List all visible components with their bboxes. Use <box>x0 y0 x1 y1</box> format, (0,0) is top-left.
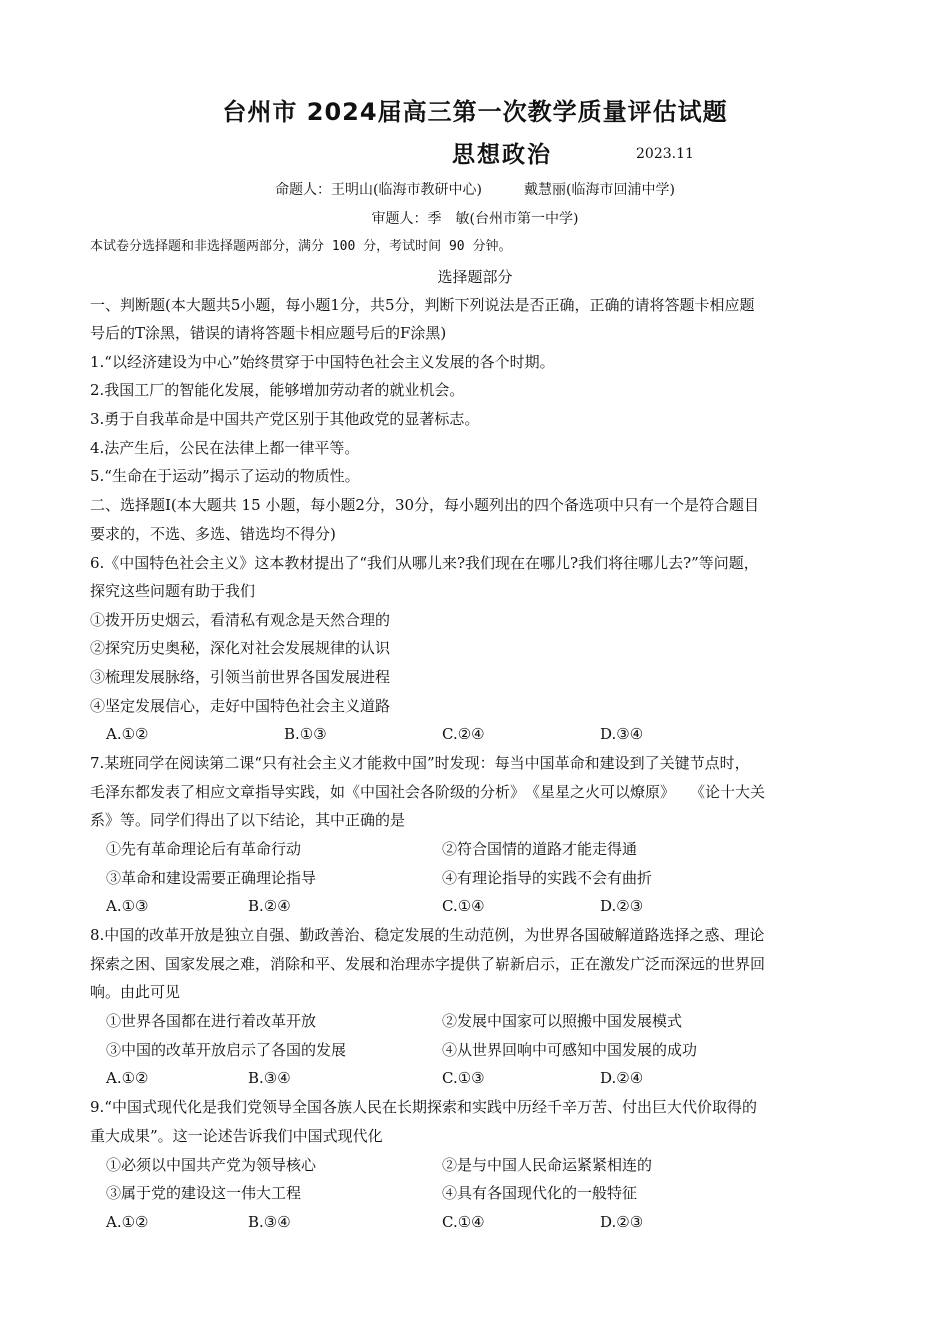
q6-statement-1: ①拨开历史烟云，看清私有观念是天然合理的 <box>90 611 391 629</box>
q7-choice-d: D.②③ <box>600 897 644 915</box>
q8-statement-2: ②发展中国家可以照搬中国发展模式 <box>442 1012 683 1030</box>
q7-stem-line2: 毛泽东都发表了相应文章指导实践，如《中国社会各阶级的分析》 《星星之火可以燎原》 《论十大关 <box>90 783 766 801</box>
q9-choice-c: C.①④ <box>442 1213 485 1231</box>
reviewer-line: 审题人：季 敏(台州市第一中学) <box>371 211 579 227</box>
q9-choice-b: B.③④ <box>248 1213 291 1231</box>
q9-choice-a: A.①② <box>106 1213 149 1231</box>
exam-date: 2023.11 <box>636 146 694 162</box>
q6-choice-a: A.①② <box>106 725 149 743</box>
judgement-item-2: 2.我国工厂的智能化发展，能够增加劳动者的就业机会。 <box>90 381 465 399</box>
q6-choice-b: B.①③ <box>284 725 327 743</box>
q6-stem-line1: 6.《中国特色社会主义》这本教材提出了“我们从哪儿来?我们现在在哪儿?我们将往哪儿去?”等问题， <box>90 554 759 572</box>
q8-choice-a: A.①② <box>106 1069 149 1087</box>
judgement-item-3: 3.勇于自我革命是中国共产党区别于其他政党的显著标志。 <box>90 410 480 428</box>
q6-statement-4: ④坚定发展信心，走好中国特色社会主义道路 <box>90 697 391 715</box>
q9-statement-2: ②是与中国人民命运紧紧相连的 <box>442 1156 653 1174</box>
q8-choice-c: C.①③ <box>442 1069 485 1087</box>
part1-heading-line1: 一、判断题(本大题共5小题，每小题1分，共5分，判断下列说法是否正确，正确的请将答题卡相应题 <box>90 296 755 314</box>
q8-choice-d: D.②④ <box>600 1069 644 1087</box>
q8-statement-3: ③中国的改革开放启示了各国的发展 <box>106 1041 347 1059</box>
q6-stem-line2: 探究这些问题有助于我们 <box>90 582 256 600</box>
exam-title: 台州市 2024届高三第一次教学质量评估试题 <box>222 98 728 126</box>
q8-choice-b: B.③④ <box>248 1069 291 1087</box>
q9-stem-line2: 重大成果”。这一论述告诉我们中国式现代化 <box>90 1127 383 1145</box>
q9-statement-4: ④具有各国现代化的一般特征 <box>442 1184 638 1202</box>
q8-statement-1: ①世界各国都在进行着改革开放 <box>106 1012 317 1030</box>
q6-choice-d: D.③④ <box>600 725 644 743</box>
q9-choice-d: D.②③ <box>600 1213 644 1231</box>
q9-statement-3: ③属于党的建设这一伟大工程 <box>106 1184 302 1202</box>
q7-statement-4: ④有理论指导的实践不会有曲折 <box>442 869 653 887</box>
q7-choice-b: B.②④ <box>248 897 291 915</box>
q8-statement-4: ④从世界回响中可感知中国发展的成功 <box>442 1041 698 1059</box>
judgement-item-1: 1.“以经济建设为中心”始终贯穿于中国特色社会主义发展的各个时期。 <box>90 353 555 371</box>
q7-statement-2: ②符合国情的道路才能走得通 <box>442 840 638 858</box>
q7-choice-a: A.①③ <box>106 897 149 915</box>
part2-heading-line1: 二、选择题Ⅰ(本大题共 15 小题，每小题2分，30分，每小题列出的四个备选项中只有一个是符合题目 <box>90 496 760 514</box>
q9-stem-line1: 9.“中国式现代化是我们党领导全国各族人民在长期探索和实践中历经千辛万苦、付出巨大代价取得的 <box>90 1098 757 1116</box>
q7-statement-1: ①先有革命理论后有革命行动 <box>106 840 302 858</box>
q6-choice-c: C.②④ <box>442 725 485 743</box>
q7-stem-line3: 系》等。同学们得出了以下结论，其中正确的是 <box>90 811 406 829</box>
q7-choice-c: C.①④ <box>442 897 485 915</box>
q9-statement-1: ①必须以中国共产党为领导核心 <box>106 1156 317 1174</box>
q7-stem-line1: 7.某班同学在阅读第二课“只有社会主义才能救中国”时发现：每当中国革命和建设到了关键节点时， <box>90 754 750 772</box>
subject-title: 思想政治 <box>452 142 552 168</box>
q6-statement-3: ③梳理发展脉络，引领当前世界各国发展进程 <box>90 668 391 686</box>
authors-line: 命题人：王明山(临海市教研中心) 戴慧丽(临海市回浦中学) <box>275 182 675 198</box>
q8-stem-line3: 响。由此可见 <box>90 983 181 1001</box>
q7-statement-3: ③革命和建设需要正确理论指导 <box>106 869 317 887</box>
q8-stem-line2: 探索之困、国家发展之难，消除和平、发展和治理赤字提供了崭新启示，正在激发广泛而深远的世界回 <box>90 955 766 973</box>
judgement-item-4: 4.法产生后，公民在法律上都一律平等。 <box>90 439 360 457</box>
part1-heading-line2: 号后的T涂黑，错误的请将答题卡相应题号后的F涂黑) <box>90 324 447 342</box>
q8-stem-line1: 8.中国的改革开放是独立自强、勤政善治、稳定发展的生动范例，为世界各国破解道路选择之惑、理论 <box>90 926 765 944</box>
intro-line: 本试卷分选择题和非选择题两部分，满分 100 分，考试时间 90 分钟。 <box>90 239 512 254</box>
q6-statement-2: ②探究历史奥秘，深化对社会发展规律的认识 <box>90 639 391 657</box>
section-heading: 选择题部分 <box>437 268 513 286</box>
part2-heading-line2: 要求的，不选、多选、错选均不得分) <box>90 525 336 543</box>
judgement-item-5: 5.“生命在于运动”揭示了运动的物质性。 <box>90 467 360 485</box>
